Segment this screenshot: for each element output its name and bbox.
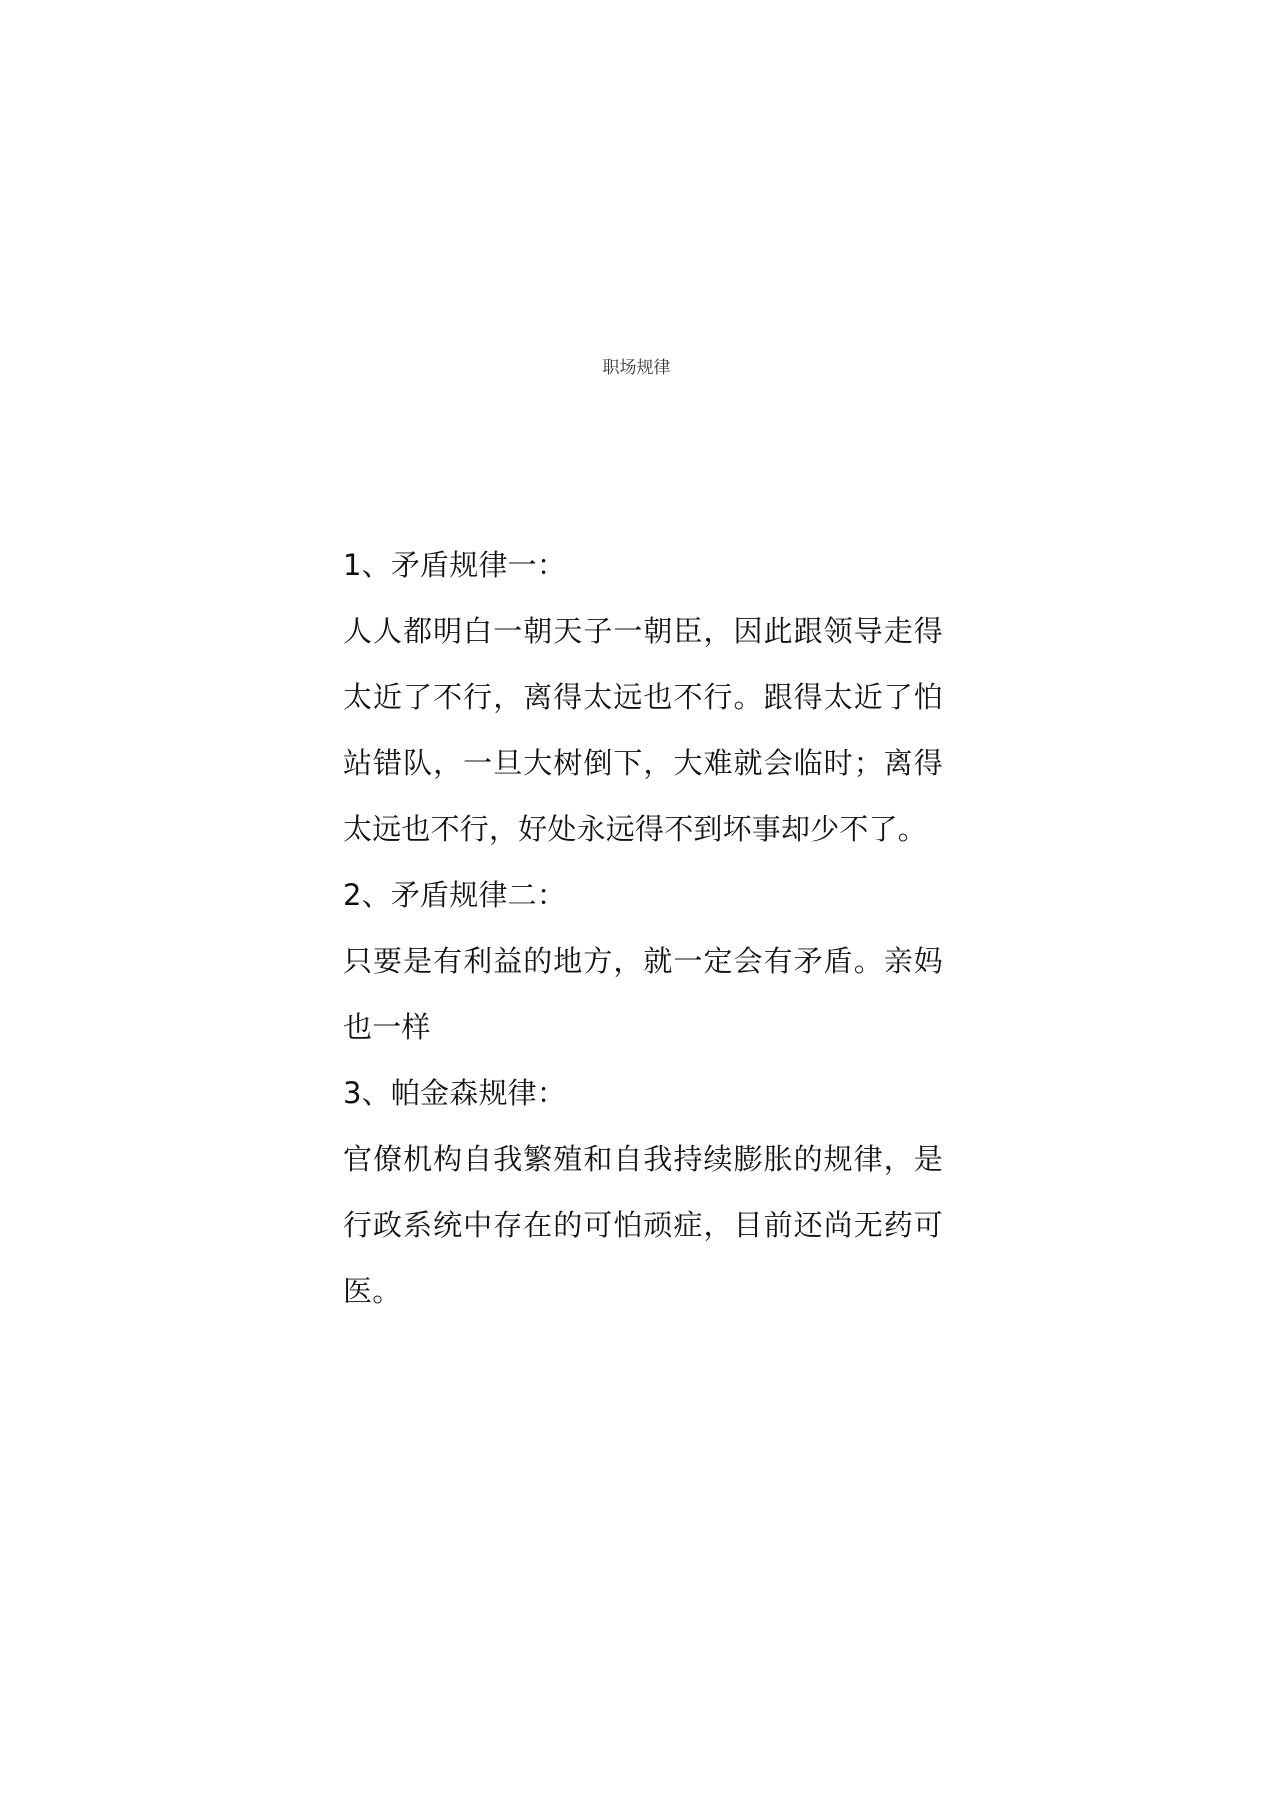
section-heading: 3、帕金森规律： xyxy=(343,1076,567,1110)
section-heading: 2、矛盾规律二： xyxy=(343,878,567,912)
section-body: 官僚机构自我繁殖和自我持续膨胀的规律，是行政系统中存在的可怕顽症，目前还尚无药可医。 xyxy=(343,1142,943,1308)
section-1 xyxy=(343,532,943,862)
page-header: 职场规律 xyxy=(602,358,671,378)
section-heading: 1、矛盾规律一： xyxy=(343,548,567,582)
section-2 xyxy=(343,862,943,1060)
section-body: 人人都明白一朝天子一朝臣，因此跟领导走得太近了不行，离得太远也不行。跟得太近了怕站错队，一旦大树倒下，大难就会临时；离得太远也不行，好处永远得不到坏事却少不了。 xyxy=(343,614,943,846)
document-body xyxy=(343,532,943,1324)
section-body: 只要是有利益的地方，就一定会有矛盾。亲妈也一样 xyxy=(343,944,943,1044)
section-3 xyxy=(343,1060,943,1324)
